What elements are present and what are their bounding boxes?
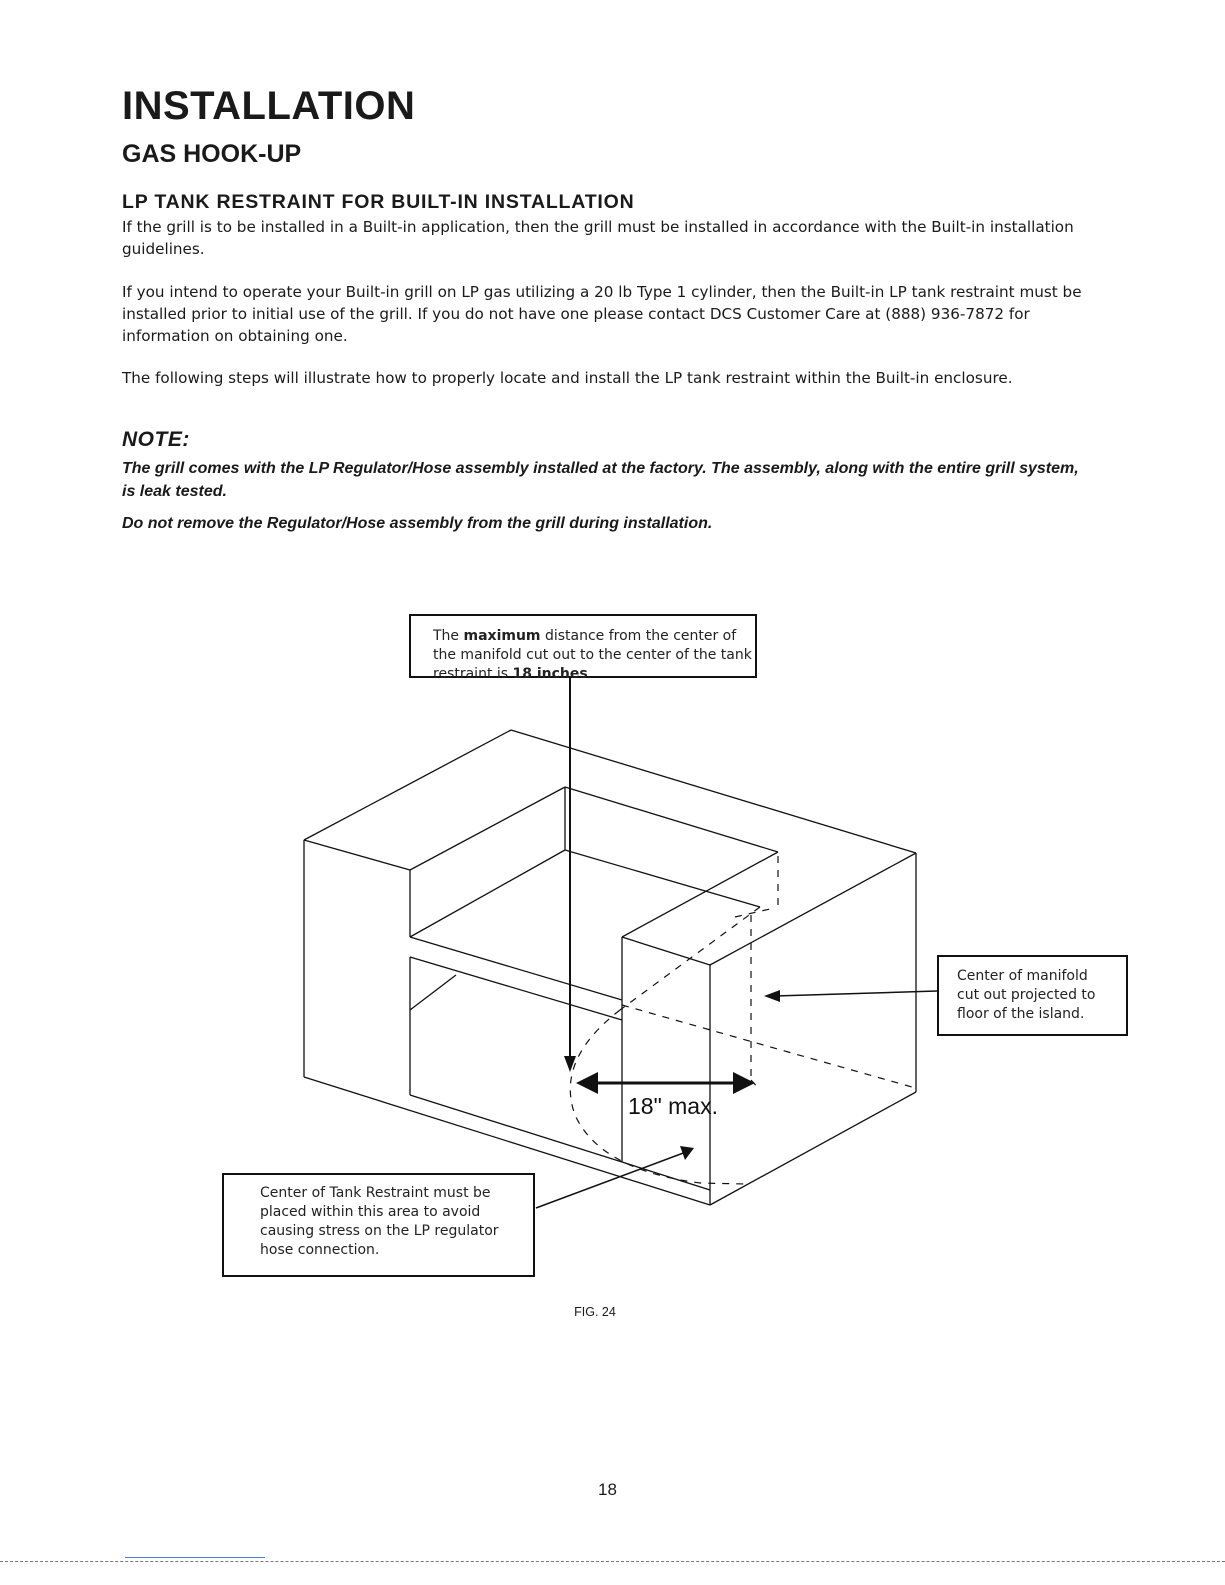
leader-line-bottom xyxy=(536,1152,686,1208)
paragraph-1: If the grill is to be installed in a Built-in application, then the grill must be installed in accordance with the Built-in installation guidelines. xyxy=(122,218,1074,258)
note-heading: NOTE: xyxy=(122,428,190,451)
leader-line-right xyxy=(775,991,937,996)
dimension-label: 18" max. xyxy=(628,1093,718,1119)
figure-caption: FIG. 24 xyxy=(574,1305,616,1319)
callout-max-distance: The maximum distance from the center of the manifold cut out to the center of the tank restraint is 18 inches. xyxy=(409,614,757,678)
page-number: 18 xyxy=(598,1480,617,1499)
leader-arrowhead-top xyxy=(564,1056,576,1072)
note-text-1: The grill comes with the LP Regulator/Hose assembly installed at the factory. The assembly, along with the entire grill system, is leak tested. xyxy=(122,460,1079,500)
paragraph-3: The following steps will illustrate how to properly locate and install the LP tank restraint within the Built-in enclosure. xyxy=(122,369,1013,387)
callout-bold-maximum: maximum xyxy=(463,628,541,644)
island-back-left-edge xyxy=(304,730,511,840)
dimension-arrow-left xyxy=(576,1072,598,1094)
callout-manifold-center: Center of manifold cut out projected to floor of the island. xyxy=(937,955,1128,1036)
note-text-2: Do not remove the Regulator/Hose assembly from the grill during installation. xyxy=(122,515,713,532)
callout-tank-restraint-area: Center of Tank Restraint must be placed within this area to avoid causing stress on the LP regulator hose connection. xyxy=(222,1173,535,1277)
scan-edge-mark xyxy=(125,1557,265,1558)
subsection-title: LP TANK RESTRAINT FOR BUILT-IN INSTALLATION xyxy=(122,191,635,213)
section-title: GAS HOOK-UP xyxy=(122,140,302,168)
paragraph-2: If you intend to operate your Built-in grill on LP gas utilizing a 20 lb Type 1 cylinder, then the Built-in LP tank restraint must be installed prior to initial use of the grill. If you do not have one please contact DCS Customer Care at (888) 936-7872 for information on obtaining one. xyxy=(122,283,1082,345)
leader-arrowhead-right xyxy=(764,990,780,1002)
island-back-right-edge xyxy=(511,730,916,853)
scan-edge-line xyxy=(0,1561,1225,1562)
dimension-arrow-right xyxy=(733,1072,755,1094)
page-title: INSTALLATION xyxy=(122,84,416,128)
island-front-left-top xyxy=(304,840,410,870)
callout-bold-18-inches: 18 inches xyxy=(512,666,588,682)
